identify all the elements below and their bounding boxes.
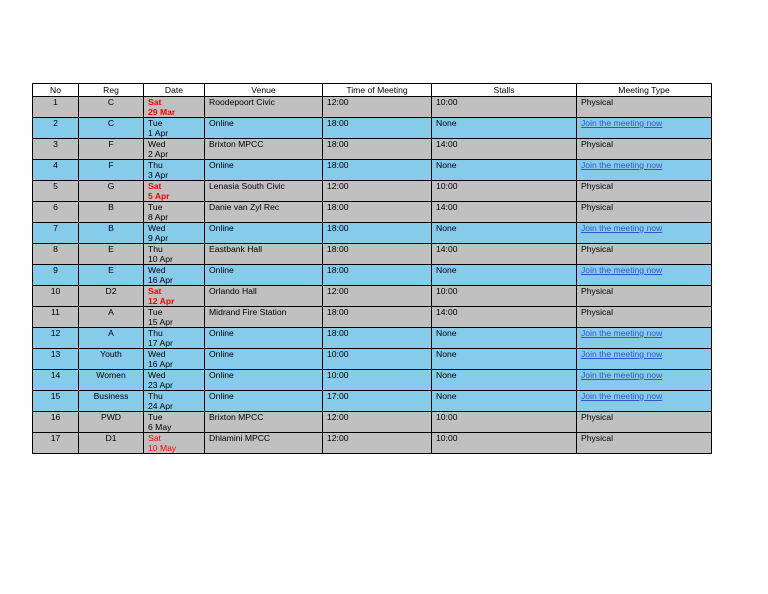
cell-no: 12	[33, 328, 79, 349]
cell-meeting-type	[577, 118, 712, 139]
cell-date	[144, 160, 205, 181]
cell-meeting-type	[577, 391, 712, 412]
cell-stalls: None	[432, 349, 577, 370]
date-weekday: Wed	[148, 370, 166, 380]
table-row	[33, 97, 712, 118]
cell-stalls: 14:00	[432, 307, 577, 328]
table-row	[33, 307, 712, 328]
join-meeting-link[interactable]: Join the meeting now	[581, 391, 663, 401]
cell-venue: Danie van Zyl Rec	[205, 202, 323, 223]
date-weekday: Thu	[148, 328, 163, 338]
cell-reg: B	[79, 202, 144, 223]
table-row	[33, 181, 712, 202]
cell-meeting-type: Physical	[577, 433, 712, 454]
header-reg: Reg	[79, 84, 144, 97]
cell-meeting-type: Physical	[577, 139, 712, 160]
cell-date	[144, 370, 205, 391]
cell-venue: Eastbank Hall	[205, 244, 323, 265]
cell-time-of-meeting: 12:00	[323, 286, 432, 307]
header-time-of-meeting: Time of Meeting	[323, 84, 432, 97]
date-day-month: 23 Apr	[148, 380, 173, 390]
date-day-month: 1 Apr	[148, 128, 169, 138]
cell-time-of-meeting: 12:00	[323, 433, 432, 454]
cell-stalls: None	[432, 391, 577, 412]
cell-reg: A	[79, 328, 144, 349]
date-weekday: Sat	[148, 97, 162, 107]
cell-stalls: 10:00	[432, 181, 577, 202]
cell-stalls: 10:00	[432, 433, 577, 454]
cell-venue: Online	[205, 391, 323, 412]
cell-venue: Online	[205, 265, 323, 286]
join-meeting-link[interactable]: Join the meeting now	[581, 349, 663, 359]
cell-venue: Midrand Fire Station	[205, 307, 323, 328]
cell-reg: C	[79, 118, 144, 139]
cell-meeting-type: Physical	[577, 181, 712, 202]
date-weekday: Sat	[148, 433, 161, 443]
cell-venue: Brixton MPCC	[205, 412, 323, 433]
cell-no: 7	[33, 223, 79, 244]
cell-meeting-type	[577, 223, 712, 244]
cell-venue: Online	[205, 370, 323, 391]
join-meeting-link[interactable]: Join the meeting now	[581, 223, 663, 233]
cell-date	[144, 349, 205, 370]
cell-venue: Roodepoort Civic	[205, 97, 323, 118]
cell-reg: F	[79, 160, 144, 181]
date-weekday: Thu	[148, 391, 163, 401]
date-weekday: Wed	[148, 223, 166, 233]
date-weekday: Tue	[148, 118, 163, 128]
cell-meeting-type: Physical	[577, 286, 712, 307]
cell-meeting-type	[577, 349, 712, 370]
cell-meeting-type: Physical	[577, 97, 712, 118]
header-venue: Venue	[205, 84, 323, 97]
cell-venue: Online	[205, 349, 323, 370]
cell-date	[144, 202, 205, 223]
cell-stalls: 10:00	[432, 412, 577, 433]
cell-date	[144, 307, 205, 328]
cell-date	[144, 139, 205, 160]
cell-no: 10	[33, 286, 79, 307]
table-row	[33, 391, 712, 412]
cell-reg: B	[79, 223, 144, 244]
cell-stalls: 14:00	[432, 139, 577, 160]
table-row	[33, 349, 712, 370]
cell-date	[144, 244, 205, 265]
cell-time-of-meeting: 12:00	[323, 181, 432, 202]
cell-no: 17	[33, 433, 79, 454]
cell-reg: PWD	[79, 412, 144, 433]
cell-no: 2	[33, 118, 79, 139]
cell-time-of-meeting: 12:00	[323, 412, 432, 433]
join-meeting-link[interactable]: Join the meeting now	[581, 370, 663, 380]
cell-venue: Online	[205, 328, 323, 349]
table-body	[33, 97, 712, 454]
cell-date	[144, 97, 205, 118]
cell-time-of-meeting: 18:00	[323, 328, 432, 349]
cell-time-of-meeting: 10:00	[323, 349, 432, 370]
cell-time-of-meeting: 18:00	[323, 118, 432, 139]
cell-no: 9	[33, 265, 79, 286]
cell-stalls: None	[432, 265, 577, 286]
cell-no: 8	[33, 244, 79, 265]
date-day-month: 2 Apr	[148, 149, 169, 159]
table-row	[33, 265, 712, 286]
date-weekday: Tue	[148, 202, 163, 212]
date-day-month: 12 Apr	[148, 296, 175, 306]
date-day-month: 6 May	[148, 422, 172, 432]
header-stalls: Stalls	[432, 84, 577, 97]
table-row	[33, 286, 712, 307]
date-day-month: 8 Apr	[148, 212, 169, 222]
cell-time-of-meeting: 18:00	[323, 202, 432, 223]
cell-time-of-meeting: 17:00	[323, 391, 432, 412]
table-row	[33, 433, 712, 454]
cell-reg: Business	[79, 391, 144, 412]
cell-venue: Brixton MPCC	[205, 139, 323, 160]
date-day-month: 15 Apr	[148, 317, 173, 327]
cell-meeting-type: Physical	[577, 202, 712, 223]
cell-stalls: None	[432, 118, 577, 139]
join-meeting-link[interactable]: Join the meeting now	[581, 328, 663, 338]
cell-venue: Orlando Hall	[205, 286, 323, 307]
cell-no: 6	[33, 202, 79, 223]
join-meeting-link[interactable]: Join the meeting now	[581, 160, 663, 170]
cell-date	[144, 265, 205, 286]
date-day-month: 9 Apr	[148, 233, 169, 243]
header-date: Date	[144, 84, 205, 97]
cell-stalls: None	[432, 328, 577, 349]
cell-reg: D1	[79, 433, 144, 454]
join-meeting-link[interactable]: Join the meeting now	[581, 118, 663, 128]
cell-no: 16	[33, 412, 79, 433]
cell-no: 1	[33, 97, 79, 118]
cell-date	[144, 391, 205, 412]
cell-date	[144, 223, 205, 244]
cell-date	[144, 286, 205, 307]
cell-meeting-type: Physical	[577, 412, 712, 433]
cell-stalls: 10:00	[432, 97, 577, 118]
cell-meeting-type	[577, 370, 712, 391]
date-day-month: 29 Mar	[148, 107, 176, 117]
cell-time-of-meeting: 12:00	[323, 97, 432, 118]
date-weekday: Wed	[148, 139, 166, 149]
date-day-month: 5 Apr	[148, 191, 170, 201]
cell-no: 14	[33, 370, 79, 391]
table-header-row	[33, 84, 712, 97]
table-row	[33, 244, 712, 265]
cell-time-of-meeting: 18:00	[323, 223, 432, 244]
cell-venue: Online	[205, 223, 323, 244]
cell-time-of-meeting: 18:00	[323, 244, 432, 265]
date-day-month: 10 May	[148, 443, 177, 453]
cell-stalls: None	[432, 223, 577, 244]
table-row	[33, 202, 712, 223]
cell-time-of-meeting: 18:00	[323, 265, 432, 286]
cell-time-of-meeting: 18:00	[323, 160, 432, 181]
table-row	[33, 139, 712, 160]
cell-venue: Online	[205, 118, 323, 139]
date-weekday: Tue	[148, 412, 163, 422]
cell-stalls: 10:00	[432, 286, 577, 307]
cell-meeting-type: Physical	[577, 307, 712, 328]
date-weekday: Thu	[148, 244, 163, 254]
date-weekday: Wed	[148, 349, 166, 359]
cell-no: 4	[33, 160, 79, 181]
cell-stalls: 14:00	[432, 202, 577, 223]
date-day-month: 10 Apr	[148, 254, 173, 264]
date-day-month: 17 Apr	[148, 338, 173, 348]
cell-date	[144, 181, 205, 202]
cell-time-of-meeting: 18:00	[323, 307, 432, 328]
cell-venue: Online	[205, 160, 323, 181]
meeting-schedule-table	[32, 83, 712, 454]
cell-meeting-type	[577, 160, 712, 181]
cell-reg: Youth	[79, 349, 144, 370]
header-no: No	[33, 84, 79, 97]
date-weekday: Wed	[148, 265, 166, 275]
cell-reg: Women	[79, 370, 144, 391]
cell-reg: F	[79, 139, 144, 160]
cell-no: 5	[33, 181, 79, 202]
table-row	[33, 370, 712, 391]
cell-no: 13	[33, 349, 79, 370]
date-weekday: Thu	[148, 160, 163, 170]
date-day-month: 24 Apr	[148, 401, 173, 411]
cell-time-of-meeting: 10:00	[323, 370, 432, 391]
table-row	[33, 160, 712, 181]
cell-reg: C	[79, 97, 144, 118]
cell-date	[144, 118, 205, 139]
date-weekday: Sat	[148, 286, 162, 296]
header-meeting-type: Meeting Type	[577, 84, 712, 97]
cell-stalls: None	[432, 370, 577, 391]
cell-no: 11	[33, 307, 79, 328]
date-weekday: Tue	[148, 307, 163, 317]
cell-date	[144, 412, 205, 433]
cell-reg: A	[79, 307, 144, 328]
date-day-month: 16 Apr	[148, 359, 173, 369]
table-row	[33, 328, 712, 349]
cell-stalls: 14:00	[432, 244, 577, 265]
table-row	[33, 223, 712, 244]
cell-reg: G	[79, 181, 144, 202]
date-day-month: 3 Apr	[148, 170, 169, 180]
cell-no: 15	[33, 391, 79, 412]
cell-meeting-type: Physical	[577, 244, 712, 265]
cell-venue: Dhlamini MPCC	[205, 433, 323, 454]
cell-time-of-meeting: 18:00	[323, 139, 432, 160]
cell-date	[144, 433, 205, 454]
cell-venue: Lenasia South Civic	[205, 181, 323, 202]
cell-reg: E	[79, 265, 144, 286]
table-row	[33, 412, 712, 433]
cell-reg: E	[79, 244, 144, 265]
cell-no: 3	[33, 139, 79, 160]
cell-meeting-type	[577, 328, 712, 349]
date-day-month: 16 Apr	[148, 275, 173, 285]
table-row	[33, 118, 712, 139]
cell-reg: D2	[79, 286, 144, 307]
join-meeting-link[interactable]: Join the meeting now	[581, 265, 663, 275]
cell-stalls: None	[432, 160, 577, 181]
cell-date	[144, 328, 205, 349]
date-weekday: Sat	[148, 181, 162, 191]
cell-meeting-type	[577, 265, 712, 286]
